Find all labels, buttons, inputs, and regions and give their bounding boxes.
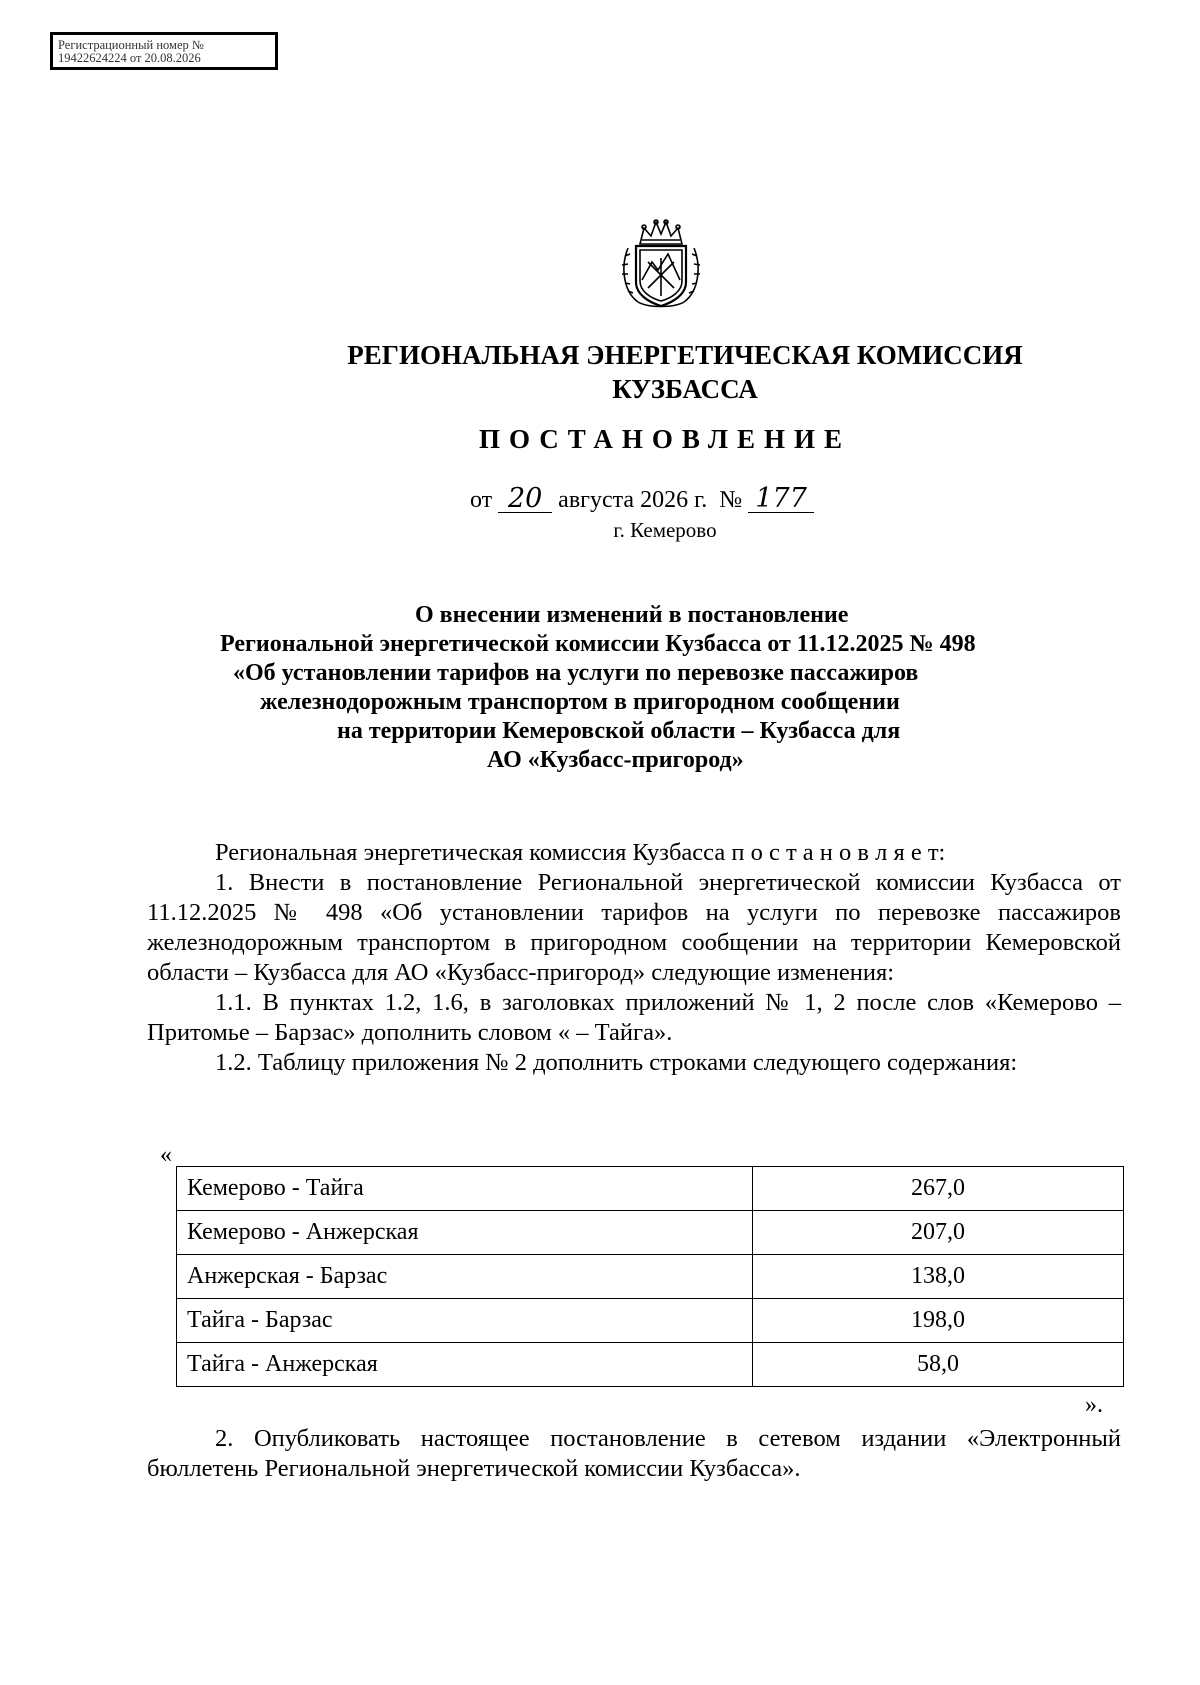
date-prefix: от: [470, 487, 493, 513]
subject-line: О внесении изменений в постановление: [415, 602, 849, 628]
organization-line-1: РЕГИОНАЛЬНАЯ ЭНЕРГЕТИЧЕСКАЯ КОМИССИЯ: [347, 340, 1023, 370]
route-cell: Кемерово - Тайга: [177, 1167, 753, 1211]
number-sign: №: [719, 487, 743, 513]
kuzbass-coat-of-arms-icon: [618, 218, 704, 310]
city: г. Кемерово: [613, 518, 717, 542]
item-1-1: 1.1. В пунктах 1.2, 1.6, в заголовках приложений № 1, 2 после слов «Кемерово – Притомье – Барзас» дополнить словом « – Тайга».: [147, 989, 1121, 1046]
route-cell: Анжерская - Барзас: [177, 1255, 753, 1299]
route-cell: Тайга - Барзас: [177, 1299, 753, 1343]
table-row: [177, 1343, 1124, 1387]
price-cell: 58,0: [753, 1343, 1124, 1387]
route-cell: Кемерово - Анжерская: [177, 1211, 753, 1255]
subject-line: железнодорожным транспортом в пригородном сообщении: [260, 689, 900, 715]
item-2-block: [147, 1424, 1121, 1484]
quote-close: ».: [1085, 1392, 1103, 1418]
route-cell: Тайга - Анжерская: [177, 1343, 753, 1387]
document-type: ПОСТАНОВЛЕНИЕ: [478, 424, 852, 454]
date-number-line: [470, 483, 814, 514]
date-month-year: августа 2026 г.: [558, 487, 708, 513]
subject-line: на территории Кемеровской области – Кузбасса для: [337, 718, 901, 744]
registration-stamp: [50, 32, 278, 70]
item-1-2: 1.2. Таблицу приложения № 2 дополнить строками следующего содержания:: [215, 1049, 1018, 1076]
subject-line: Региональной энергетической комиссии Кузбасса от 11.12.2025 № 498: [220, 631, 976, 657]
item-2: 2. Опубликовать настоящее постановление в сетевом издании «Электронный бюллетень Региональной энергетической комиссии Кузбасса».: [147, 1425, 1121, 1482]
resolution-body: [147, 838, 1121, 1078]
resolution-intro: Региональная энергетическая комиссия Кузбасса п о с т а н о в л я е т:: [215, 839, 946, 866]
price-cell: 198,0: [753, 1299, 1124, 1343]
document-number: 177: [748, 486, 814, 513]
organization-name: [85, 338, 1200, 406]
subject-line: «Об установлении тарифов на услуги по перевозке пассажиров: [233, 660, 919, 686]
table-row: [177, 1299, 1124, 1343]
table-row: [177, 1255, 1124, 1299]
item-1: 1. Внести в постановление Региональной энергетической комиссии Кузбасса от 11.12.2025 № 498 «Об установлении тарифов на услуги по перевозке пассажиров железнодорожным транспортом в пригородном сообщении на территории Кемеровской области – Кузбасса для АО «Кузбасс-пригород» следующие изменения:: [147, 869, 1121, 986]
organization-line-2: КУЗБАССА: [612, 374, 758, 404]
subject-line: АО «Кузбасс-пригород»: [487, 747, 744, 773]
registration-line-1: Регистрационный номер №: [58, 38, 204, 52]
document-subject: [205, 601, 1105, 775]
price-cell: 207,0: [753, 1211, 1124, 1255]
tariff-table: [176, 1166, 1124, 1387]
quote-open: «: [160, 1142, 172, 1168]
price-cell: 267,0: [753, 1167, 1124, 1211]
table-row: [177, 1167, 1124, 1211]
price-cell: 138,0: [753, 1255, 1124, 1299]
date-day: 20: [498, 486, 552, 513]
registration-line-2: 19422624224 от 20.08.2026: [58, 51, 201, 65]
table-row: [177, 1211, 1124, 1255]
